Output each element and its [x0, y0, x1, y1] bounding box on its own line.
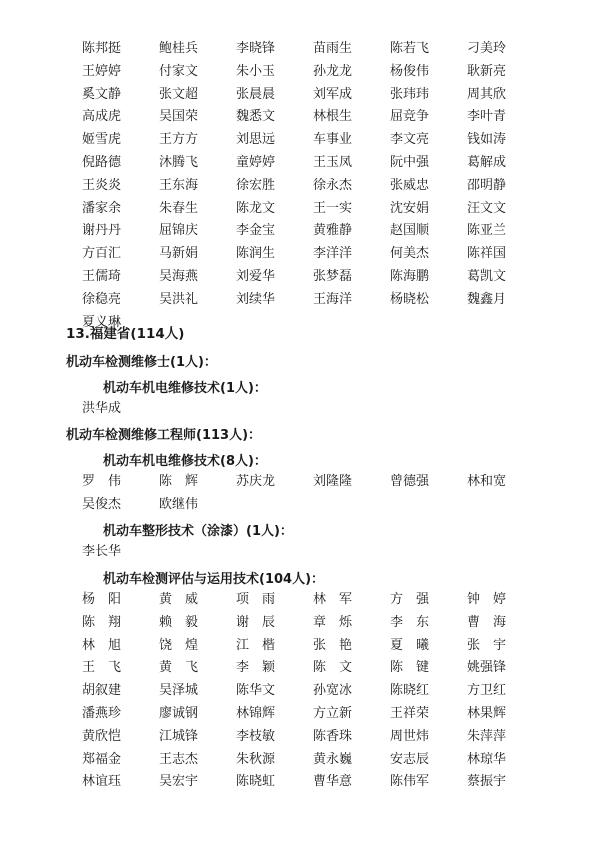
person-name: 张 艳 [313, 637, 353, 653]
person-name: 黄雅静 [313, 223, 353, 239]
person-name: 刘军成 [313, 86, 353, 102]
person-name: 钟 婷 [467, 592, 507, 607]
person-name: 陈龙文 [236, 200, 276, 216]
person-name: 陈香珠 [313, 728, 353, 744]
person-name: 屈锦庆 [159, 223, 199, 239]
person-name: 徐稳亮 [82, 291, 122, 307]
person-name: 王婷婷 [82, 63, 122, 79]
person-name: 张威忠 [390, 177, 430, 193]
person-name: 高成虎 [82, 109, 122, 125]
person-name: 夏义琳 [82, 314, 122, 330]
person-name: 苏庆龙 [236, 474, 276, 489]
person-name: 周其欣 [467, 86, 507, 102]
names-list-spec2 [82, 471, 542, 517]
person-name: 刘隆隆 [313, 474, 353, 489]
person-name: 屈竞争 [390, 109, 430, 125]
person-name: 刘思远 [236, 132, 276, 148]
person-name: 李金宝 [236, 223, 276, 239]
person-name: 沐腾飞 [159, 154, 199, 170]
person-name: 李长华 [82, 544, 122, 559]
person-name: 陈若飞 [390, 41, 430, 56]
specialty-heading-electromechanical-1: 机动车机电维修技术(1人)： [103, 381, 267, 396]
person-name: 黄永巍 [313, 751, 353, 767]
person-name: 杨晓松 [390, 291, 430, 307]
person-name: 欧继伟 [159, 496, 199, 512]
person-name: 江 楷 [236, 637, 276, 653]
names-list-spec1 [82, 398, 542, 421]
person-name: 黄欣恺 [82, 728, 122, 744]
person-name: 童婷婷 [236, 154, 276, 170]
person-name: 林果辉 [467, 705, 507, 721]
person-name: 安志辰 [390, 751, 430, 767]
person-name: 车事业 [313, 132, 353, 148]
person-name: 鲍桂兵 [159, 41, 199, 56]
person-name: 沈安娟 [390, 200, 430, 216]
person-name: 洪华成 [82, 401, 122, 416]
names-list-spec3 [82, 541, 542, 564]
person-name: 王祥荣 [390, 705, 430, 721]
person-name: 陈 翔 [82, 614, 122, 630]
person-name: 饶 煌 [159, 637, 199, 653]
person-name: 陈海鹏 [390, 268, 430, 284]
person-name: 杨 阳 [82, 592, 122, 607]
person-name: 方 强 [390, 592, 430, 607]
specialty-heading-painting: 机动车整形技术（涂漆）(1人)： [103, 524, 293, 539]
person-name: 谢丹丹 [82, 223, 122, 239]
person-name: 吴宏宇 [159, 774, 199, 790]
person-name: 项 雨 [236, 592, 276, 607]
person-name: 陈 键 [390, 660, 430, 676]
person-name: 曾德强 [390, 474, 430, 489]
person-name: 王炎炎 [82, 177, 122, 193]
person-name: 陈晓红 [390, 683, 430, 699]
person-name: 林琼华 [467, 751, 507, 767]
person-name: 黄 飞 [159, 660, 199, 676]
person-name: 郑福金 [82, 751, 122, 767]
person-name: 林锦辉 [236, 705, 276, 721]
person-name: 章 烁 [313, 614, 353, 630]
person-name: 姬雪虎 [82, 132, 122, 148]
person-name: 倪路德 [82, 154, 122, 170]
person-name: 赵国顺 [390, 223, 430, 239]
person-name: 林谊珏 [82, 774, 122, 790]
person-name: 罗 伟 [82, 474, 122, 489]
person-name: 徐永杰 [313, 177, 353, 193]
person-name: 朱萍萍 [467, 728, 507, 744]
person-name: 谢 辰 [236, 614, 276, 630]
person-name: 刘爱华 [236, 268, 276, 284]
person-name: 葛凯文 [467, 268, 507, 284]
person-name: 方卫红 [467, 683, 507, 699]
person-name: 林和宽 [467, 474, 507, 489]
person-name: 耿新亮 [467, 63, 507, 79]
person-name: 方立新 [313, 705, 353, 721]
person-name: 江城锋 [159, 728, 199, 744]
person-name: 姚强锋 [467, 660, 507, 676]
person-name: 潘家余 [82, 200, 122, 216]
person-name: 王方方 [159, 132, 199, 148]
person-name: 邵明静 [467, 177, 507, 193]
person-name: 朱小玉 [236, 63, 276, 79]
person-name: 吴海燕 [159, 268, 199, 284]
person-name: 廖诚钢 [159, 705, 199, 721]
person-name: 马新娟 [159, 246, 199, 262]
person-name: 何美杰 [390, 246, 430, 262]
person-name: 杨俊伟 [390, 63, 430, 79]
province-heading: 13.福建省(114人) [66, 326, 185, 342]
person-name: 曹 海 [467, 614, 507, 630]
person-name: 赖 毅 [159, 614, 199, 630]
person-name: 王一实 [313, 200, 353, 216]
person-name: 李 东 [390, 614, 430, 630]
person-name: 林 旭 [82, 637, 122, 653]
person-name: 张文超 [159, 86, 199, 102]
person-name: 曹华意 [313, 774, 353, 790]
person-name: 葛解成 [467, 154, 507, 170]
person-name: 李 颖 [236, 660, 276, 676]
person-name: 王 飞 [82, 660, 122, 676]
person-name: 陈亚兰 [467, 223, 507, 239]
person-name: 李洋洋 [313, 246, 353, 262]
person-name: 奚文静 [82, 86, 122, 102]
names-list-spec4 [82, 589, 542, 794]
person-name: 吴俊杰 [82, 496, 122, 512]
person-name: 李文亮 [390, 132, 430, 148]
person-name: 周世炜 [390, 728, 430, 744]
person-name: 吴泽城 [159, 683, 199, 699]
person-name: 钱如涛 [467, 132, 507, 148]
person-name: 黄 威 [159, 592, 199, 607]
person-name: 王海洋 [313, 291, 353, 307]
person-name: 朱春生 [159, 200, 199, 216]
person-name: 夏 曦 [390, 637, 430, 653]
person-name: 王东海 [159, 177, 199, 193]
person-name: 陈邦挺 [82, 41, 122, 56]
person-name: 陈 文 [313, 660, 353, 676]
person-name: 汪文文 [467, 200, 507, 216]
person-name: 张 宇 [467, 637, 507, 653]
person-name: 陈润生 [236, 246, 276, 262]
person-name: 魏鑫月 [467, 291, 507, 307]
person-name: 潘燕珍 [82, 705, 122, 721]
person-name: 王玉凤 [313, 154, 353, 170]
person-name: 李叶青 [467, 109, 507, 125]
person-name: 苗雨生 [313, 41, 353, 56]
person-name: 刘续华 [236, 291, 276, 307]
specialty-heading-inspection: 机动车检测评估与运用技术(104人)： [103, 572, 325, 587]
person-name: 魏悉文 [236, 109, 276, 125]
specialty-heading-electromechanical-2: 机动车机电维修技术(8人)： [103, 454, 267, 469]
person-name: 陈晓虹 [236, 774, 276, 790]
person-name: 徐宏胜 [236, 177, 276, 193]
person-name: 陈 辉 [159, 474, 199, 489]
person-name: 林根生 [313, 109, 353, 125]
person-name: 陈伟军 [390, 774, 430, 790]
person-name: 陈祥国 [467, 246, 507, 262]
person-name: 张晨晨 [236, 86, 276, 102]
occupation-heading-engineer: 机动车检测维修工程师(113人)： [66, 428, 262, 443]
person-name: 林 军 [313, 592, 353, 607]
occupation-heading-technician: 机动车检测维修士(1人)： [66, 355, 217, 370]
person-name: 阮中强 [390, 154, 430, 170]
person-name: 吴国荣 [159, 109, 199, 125]
person-name: 蔡振宇 [467, 774, 507, 790]
person-name: 孙龙龙 [313, 63, 353, 79]
person-name: 吴洪礼 [159, 291, 199, 307]
person-name: 孙宽冰 [313, 683, 353, 699]
names-list-previous [82, 38, 542, 334]
person-name: 张梦磊 [313, 268, 353, 284]
person-name: 方百汇 [82, 246, 122, 262]
person-name: 朱秋源 [236, 751, 276, 767]
person-name: 付家文 [159, 63, 199, 79]
person-name: 胡叙建 [82, 683, 122, 699]
person-name: 王儒琦 [82, 268, 122, 284]
person-name: 李晓锋 [236, 41, 276, 56]
person-name: 李枝敏 [236, 728, 276, 744]
person-name: 王志杰 [159, 751, 199, 767]
person-name: 陈华文 [236, 683, 276, 699]
person-name: 刁美玲 [467, 41, 507, 56]
person-name: 张玮玮 [390, 86, 430, 102]
